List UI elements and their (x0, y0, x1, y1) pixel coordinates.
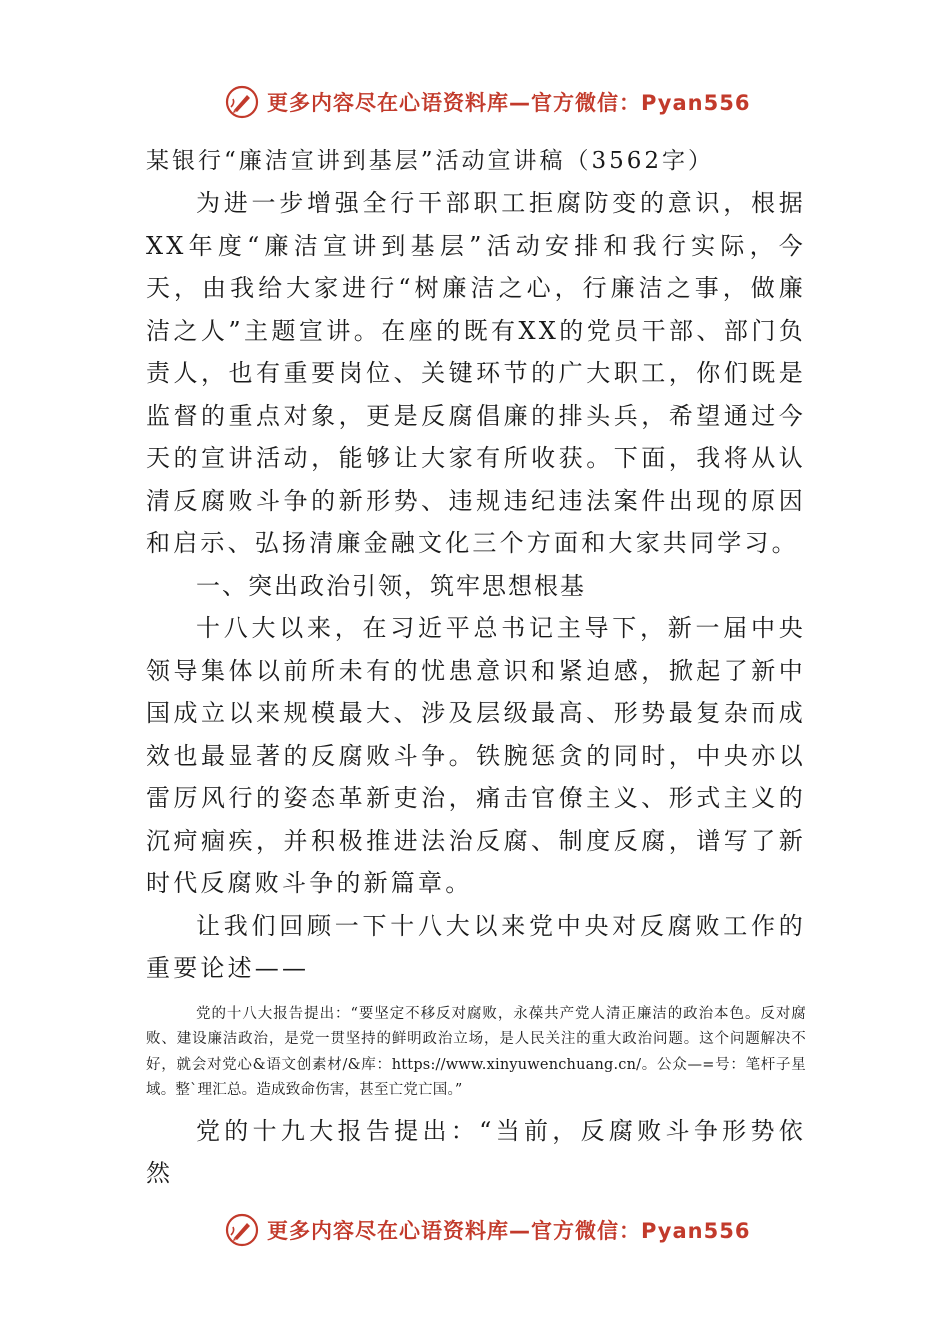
paragraph-intro: 为进一步增强全行干部职工拒腐防变的意识，根据XX年度“廉洁宣讲到基层”活动安排和我行实际，今天，由我给大家进行“树廉洁之心，行廉洁之事，做廉洁之人”主题宣讲。在座的既有XX的党员干部、部门负责人，也有重要岗位、关键环节的广大职工，你们既是监督的重点对象，更是反腐倡廉的排头兵，希望通过今天的宣讲活动，能够让大家有所收获。下面，我将从认清反腐败斗争的新形势、违规违纪违法案件出现的原因和启示、弘扬清廉金融文化三个方面和大家共同学习。 (146, 189, 806, 557)
pen-logo-icon (225, 1213, 259, 1247)
document-title: 某银行“廉洁宣讲到基层”活动宣讲稿（3562字） (146, 148, 715, 174)
footer-banner (225, 1210, 751, 1250)
header-banner (225, 82, 751, 122)
quote-18th-report: 党的十八大报告提出：“要坚定不移反对腐败，永葆共产党人清正廉洁的政治本色。反对腐败、建设廉洁政治，是党一贯坚持的鲜明政治立场，是人民关注的重大政治问题。这个问题解决不好，就会对党心&语文创素材/&库：https://www.xinyuwenchuang.cn/。公众—=号：笔杆子星域。整`理汇总。造成致命伤害，甚至亡党亡国。” (146, 1005, 806, 1098)
header-banner-text: 更多内容尽在心语资料库—官方微信：Pyan556 (267, 91, 751, 115)
document-body (146, 140, 806, 1195)
paragraph-19th-report: 党的十九大报告提出：“当前，反腐败斗争形势依然 (146, 1116, 806, 1187)
paragraph-18th-congress: 十八大以来，在习近平总书记主导下，新一届中央领导集体以前所未有的忧患意识和紧迫感，掀起了新中国成立以来规模最大、涉及层级最高、形势最复杂而成效也最显著的反腐败斗争。铁腕惩贪的同时，中央亦以雷厉风行的姿态革新吏治，痛击官僚主义、形式主义的沉疴痼疾，并积极推进法治反腐、制度反腐，谱写了新时代反腐败斗争的新篇章。 (146, 614, 806, 897)
footer-banner-text: 更多内容尽在心语资料库—官方微信：Pyan556 (267, 1219, 751, 1243)
pen-logo-icon (225, 85, 259, 119)
paragraph-review: 让我们回顾一下十八大以来党中央对反腐败工作的重要论述—— (146, 911, 806, 982)
section-heading-1: 一、突出政治引领，筑牢思想根基 (196, 571, 586, 600)
